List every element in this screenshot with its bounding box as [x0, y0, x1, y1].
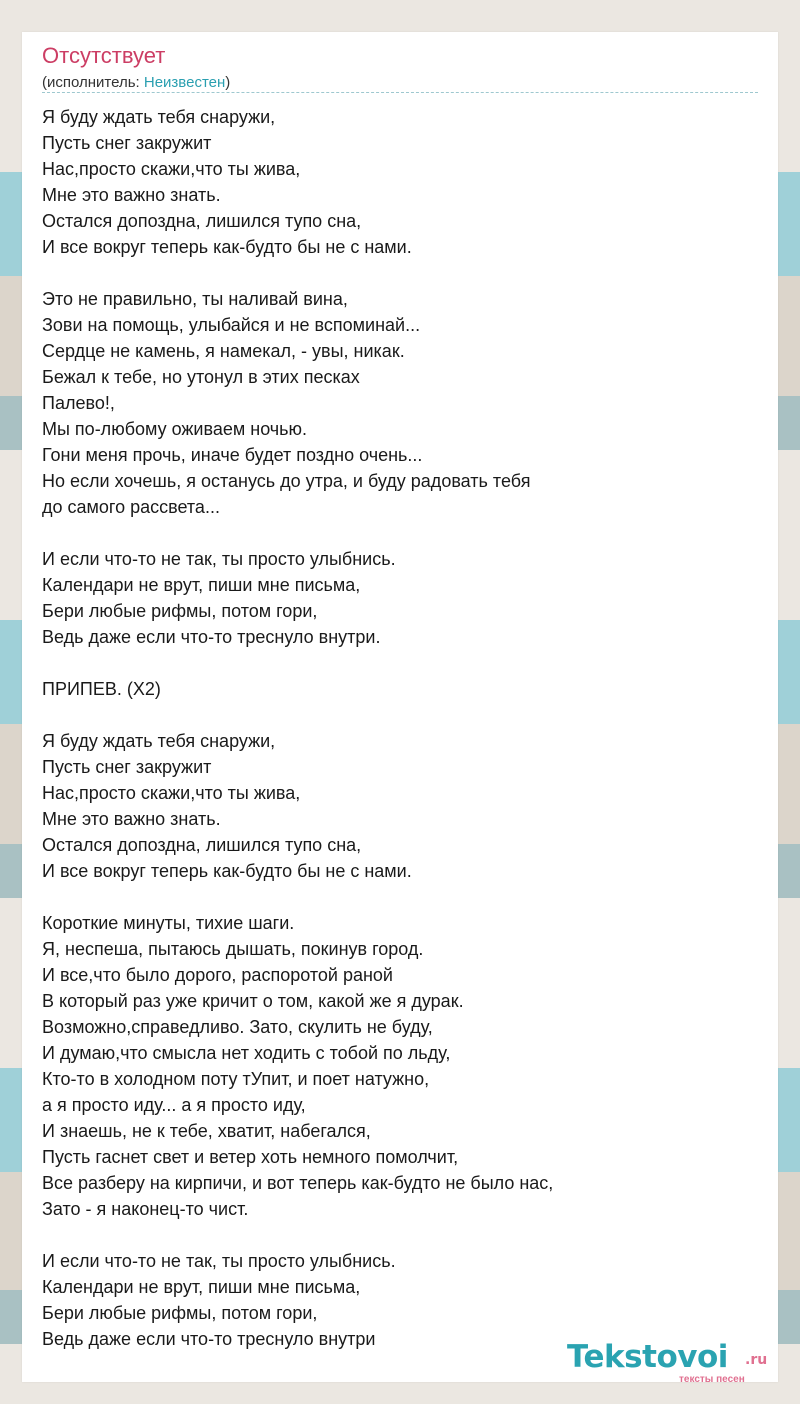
stanza-break: [42, 260, 553, 286]
lyric-line: Зато - я наконец-то чист.: [42, 1199, 249, 1219]
song-title: Отсутствует: [42, 43, 166, 68]
lyric-line: Кто-то в холодном поту тУпит, и поет натужно,: [42, 1069, 430, 1089]
header-divider: [42, 92, 758, 93]
lyric-line: Бежал к тебе, но утонул в этих песках: [42, 367, 360, 387]
logo-tagline: тексты песен: [679, 1374, 745, 1385]
lyrics-card: [22, 32, 778, 1385]
stanza-break: [42, 1222, 553, 1248]
lyric-line: Я буду ждать тебя снаружи,: [42, 107, 276, 127]
lyric-line: Но если хочешь, я останусь до утра, и буду радовать тебя: [42, 471, 531, 491]
lyric-line: Пусть гаснет свет и ветер хоть немного помолчит,: [42, 1147, 459, 1167]
lyric-line: Сердце не камень, я намекал, - увы, никак.: [42, 341, 405, 361]
lyric-line: Ведь даже если что-то треснуло внутри: [42, 1329, 376, 1349]
lyric-line: Ведь даже если что-то треснуло внутри.: [42, 627, 381, 647]
lyric-line: Все разберу на кирпичи, и вот теперь как-будто не было нас,: [42, 1173, 554, 1193]
lyric-line: И знаешь, не к тебе, хватит, набегался,: [42, 1121, 371, 1141]
lyric-line: И все вокруг теперь как-будто бы не с нами.: [42, 237, 412, 257]
lyric-line: И все,что было дорого, распоротой раной: [42, 965, 393, 985]
lyric-line: Мне это важно знать.: [42, 185, 221, 205]
lyric-line: Короткие минуты, тихие шаги.: [42, 913, 295, 933]
lyric-line: Остался допоздна, лишился тупо сна,: [42, 835, 362, 855]
lyric-line: Бери любые рифмы, потом гори,: [42, 1303, 318, 1323]
performer-line: [42, 74, 230, 91]
lyric-line: а я просто иду... а я просто иду,: [42, 1095, 306, 1115]
stanza-break: [42, 650, 553, 676]
logo-tld: .ru: [745, 1352, 768, 1368]
performer-link[interactable]: Неизвестен: [143, 74, 226, 91]
lyric-line: Мне это важно знать.: [42, 809, 221, 829]
lyric-line: Зови на помощь, улыбайся и не вспоминай...: [42, 315, 421, 335]
lyric-line: И все вокруг теперь как-будто бы не с нами.: [42, 861, 412, 881]
lyric-line: ПРИПЕВ. (Х2): [42, 679, 161, 699]
stanza-break: [42, 702, 553, 728]
lyric-line: Я буду ждать тебя снаружи,: [42, 731, 276, 751]
stanza-break: [42, 520, 553, 546]
stanza-break: [42, 884, 553, 910]
lyric-line: Я, неспеша, пытаюсь дышать, покинув город.: [42, 939, 424, 959]
lyrics-text: [42, 104, 553, 1352]
lyric-line: В который раз уже кричит о том, какой же я дурак.: [42, 991, 464, 1011]
performer-prefix: (исполнитель:: [42, 74, 144, 91]
lyric-line: Нас,просто скажи,что ты жива,: [42, 783, 301, 803]
lyric-line: И думаю,что смысла нет ходить с тобой по льду,: [42, 1043, 451, 1063]
site-logo[interactable]: [567, 1339, 777, 1385]
lyric-line: Мы по-любому оживаем ночью.: [42, 419, 308, 439]
lyric-line: Пусть снег закружит: [42, 133, 212, 153]
lyric-line: Календари не врут, пиши мне письма,: [42, 1277, 361, 1297]
performer-suffix: ): [225, 74, 231, 91]
logo-name: Tekstovoi: [567, 1339, 728, 1375]
lyric-line: Остался допоздна, лишился тупо сна,: [42, 211, 362, 231]
lyric-line: И если что-то не так, ты просто улыбнись.: [42, 549, 396, 569]
lyric-line: Это не правильно, ты наливай вина,: [42, 289, 348, 309]
lyric-line: до самого рассвета...: [42, 497, 220, 517]
lyric-line: Бери любые рифмы, потом гори,: [42, 601, 318, 621]
lyric-line: Возможно,справедливо. Зато, скулить не буду,: [42, 1017, 433, 1037]
lyric-line: Пусть снег закружит: [42, 757, 212, 777]
lyric-line: Гони меня прочь, иначе будет поздно очень...: [42, 445, 423, 465]
lyric-line: Палево!,: [42, 393, 115, 413]
lyric-line: Нас,просто скажи,что ты жива,: [42, 159, 301, 179]
lyric-line: Календари не врут, пиши мне письма,: [42, 575, 361, 595]
lyric-line: И если что-то не так, ты просто улыбнись.: [42, 1251, 396, 1271]
